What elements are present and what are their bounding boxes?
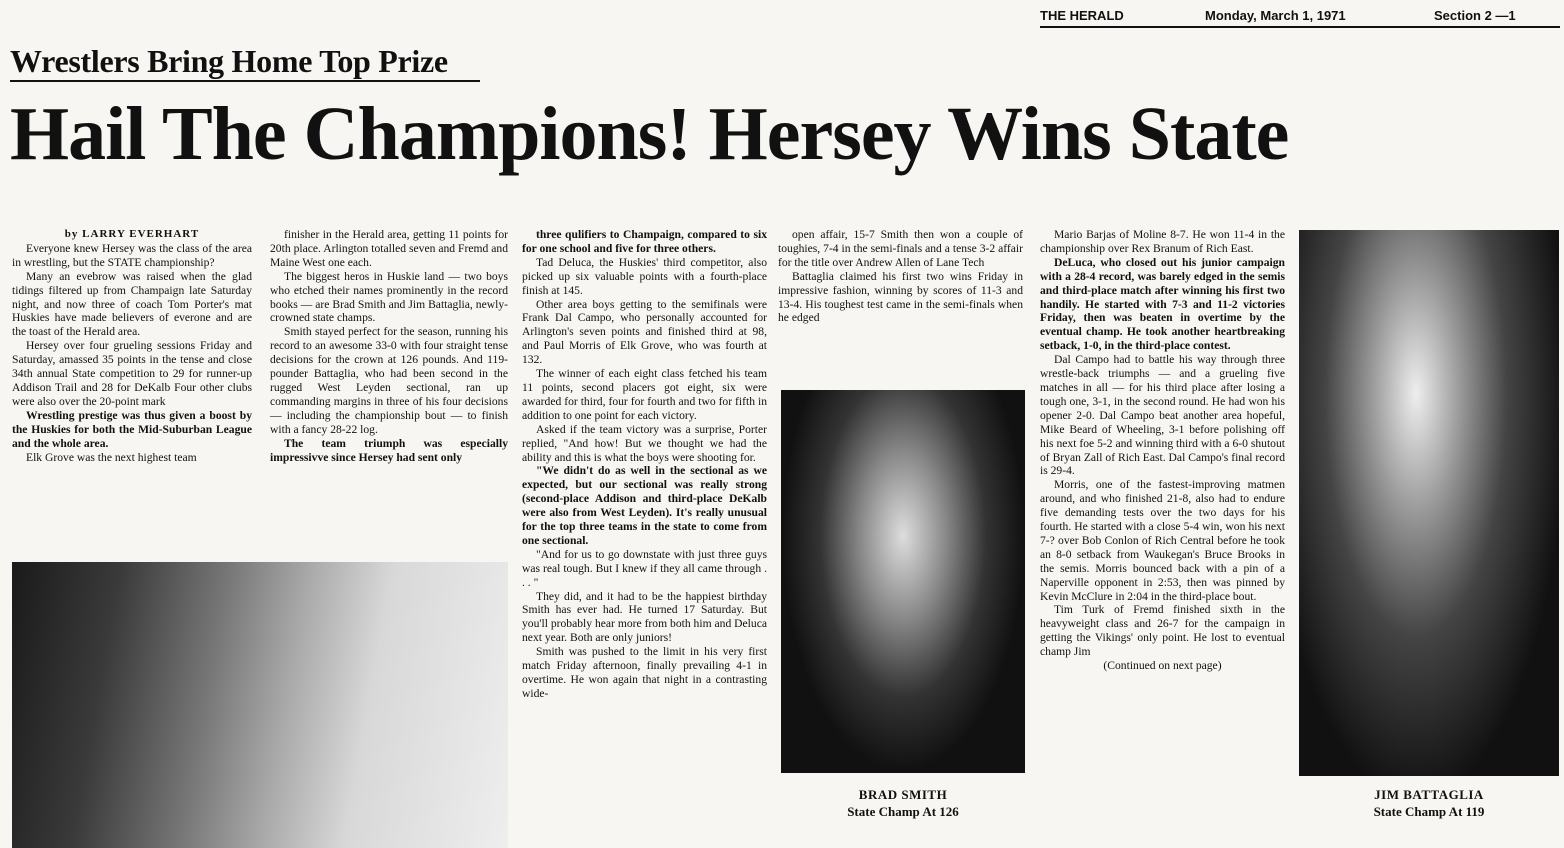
article-paragraph: The biggest heros in Huskie land — two boys who etched their names prominently in the record books — are Brad Smith and Jim Battaglia, newly-crowned state champs. — [270, 269, 508, 325]
article-paragraph: finisher in the Herald area, getting 11 points for 20th place. Arlington totalled seven and Fremd and Maine West one each. — [270, 228, 508, 269]
article-paragraph: Many an evebrow was raised when the glad tidings filtered up from Champaign late Saturday night, and now three of coach Tom Porter's mat Huskies have made believers of everone and are the toast of the Herald area. — [12, 269, 252, 339]
byline: by LARRY EVERHART — [64, 228, 200, 240]
section-label: Section 2 —1 — [1434, 8, 1516, 23]
article-paragraph: Elk Grove was the next highest team — [26, 450, 197, 464]
jim-battaglia-photo — [1299, 230, 1559, 776]
article-paragraph: They did, and it had to be the happiest birthday Smith has ever had. He turned 17 Saturday. But you'll probably hear more from both him and Deluca next year. Both are only juniors! — [522, 589, 767, 645]
brad-smith-photo — [781, 390, 1025, 773]
article-paragraph: The team triumph was especially impressivve since Hersey had sent only — [270, 436, 508, 464]
article-column-2 — [270, 228, 508, 464]
article-paragraph: Other area boys getting to the semifinals were Frank Dal Campo, who personally accounted for Arlington's seven points and finished third at 98, and Paul Morris of Elk Grove, who was fourth at 132. — [522, 297, 767, 367]
jim-battaglia-caption — [1299, 786, 1559, 820]
article-paragraph: "And for us to go downstate with just three guys was real tough. But I knew if they all came through . . . " — [522, 547, 767, 589]
article-paragraph: three qulifiers to Champaign, compared to six for one school and five for three others. — [522, 228, 767, 255]
main-headline: Hail The Champions! Hersey Wins State — [10, 92, 1289, 176]
article-paragraph: Smith stayed perfect for the season, running his record to an awesome 33-0 with four straight tense decisions for the crown at 126 pounds. And 119-pounder Battaglia, who had been second in the rugged West Leyden sectional, ran up commanding margins in three of his four decisions — including the championship bout — to finish with a fancy 28-22 log. — [270, 325, 508, 436]
caption-name: JIM BATTAGLIA — [1374, 787, 1484, 802]
crowd-photo — [12, 562, 508, 848]
article-column-3 — [522, 228, 767, 701]
article-paragraph: open affair, 15-7 Smith then won a couple of toughies, 7-4 in the semi-finals and a tense 3-2 affair for the title over Andrew Allen of Lane Tech — [778, 228, 1023, 269]
article-paragraph: Smith was pushed to the limit in his very first match Friday afternoon, finally prevailing 4-1 in overtime. He won again that night in a contrasting wide- — [522, 645, 767, 700]
article-paragraph: The winner of each eight class fetched his team 11 points, second placers got eight, six were awarded for third, four for fourth and two for fifth in addition to one point for each victory. — [522, 367, 767, 422]
article-column-1 — [12, 228, 252, 464]
article-paragraph: Morris, one of the fastest-improving matmen around, and who finished 21-8, also had to endure five demanding tests over the two days for his fourth. He started with a close 5-4 win, won his next 7-? over Bob Conlon of Rich Central before he took an 8-0 setback from Waukegan's Bruce Brooks in the semis. Morris bounced back with a pin of a Naperville opponent in 2:53, then was pinned by Kevin McClure in 2:04 in the third-place bout. — [1040, 478, 1285, 603]
article-paragraph: Mario Barjas of Moline 8-7. He won 11-4 in the championship over Rex Branum of Rich East. — [1040, 228, 1285, 255]
article-paragraph: Battaglia claimed his first two wins Friday in impressive fashion, winning by scores of 11-3 and 13-4. His toughest test came in the semi-finals when he edged — [778, 269, 1023, 325]
article-column-4 — [778, 228, 1023, 325]
article-paragraph: "We didn't do as well in the sectional as we expected, but our sectional was really strong (second-place Addison and third-place DeKalb were also from West Leyden). It's really unusual for the top three teams in the state to come from one sectional. — [522, 464, 767, 547]
article-paragraph: Dal Campo had to battle his way through three wrestle-back triumphs — and a grueling five matches in all — for his third place after losing a tough one, 3-1, in the second round. He had won his opener 2-0. Dal Campo beat another area hopeful, Mike Beard of Wheeling, 3-1 before polishing off his next foe 5-2 and winning third with a 6-0 shutout of Bryan Zall of Rich East. Dal Campo's final record is 29-4. — [1040, 353, 1285, 478]
newspaper-name: THE HERALD — [1040, 8, 1124, 23]
article-paragraph: Asked if the team victory was a surprise, Porter replied, "And how! But we thought we had the ability and this is what the boys were shooting for. — [522, 422, 767, 464]
masthead — [1040, 6, 1560, 26]
article-paragraph: (Continued on next page) — [1103, 659, 1222, 673]
kicker-underline — [10, 80, 480, 82]
caption-line: State Champ At 119 — [1373, 804, 1485, 819]
article-column-5 — [1040, 228, 1285, 673]
article-paragraph: Everyone knew Hersey was the class of the area in wrestling, but the STATE championship? — [12, 241, 252, 269]
article-paragraph: Wrestling prestige was thus given a boost by the Huskies for both the Mid-Suburban League and the whole area. — [12, 408, 252, 450]
article-paragraph: Tad Deluca, the Huskies' third competitor, also picked up six valuable points with a fourth-place finish at 145. — [522, 255, 767, 297]
brad-smith-caption — [781, 786, 1025, 820]
article-paragraph: Tim Turk of Fremd finished sixth in the heavyweight class and 26-7 for the campaign in getting the Vikings' only point. He lost to eventual champ Jim — [1040, 603, 1285, 659]
kicker-headline: Wrestlers Bring Home Top Prize — [10, 43, 448, 79]
issue-date: Monday, March 1, 1971 — [1205, 8, 1346, 23]
caption-name: BRAD SMITH — [858, 787, 948, 802]
article-paragraph: Hersey over four grueling sessions Friday and Saturday, amassed 35 points in the tense and close 34th annual State competition to 29 for runner-up Addison Trail and 28 for DeKalb Four other clubs were also over the 20-point mark — [12, 339, 252, 408]
masthead-divider — [1040, 26, 1560, 28]
article-paragraph: DeLuca, who closed out his junior campaign with a 28-4 record, was barely edged in the semis and third-place match after winning his first two handily. He started with 7-3 and 11-2 victories Friday, then was beaten in overtime by the eventual champ. He took another heartbreaking setback, 1-0, in the third-place contest. — [1040, 255, 1285, 353]
caption-line: State Champ At 126 — [847, 804, 959, 819]
